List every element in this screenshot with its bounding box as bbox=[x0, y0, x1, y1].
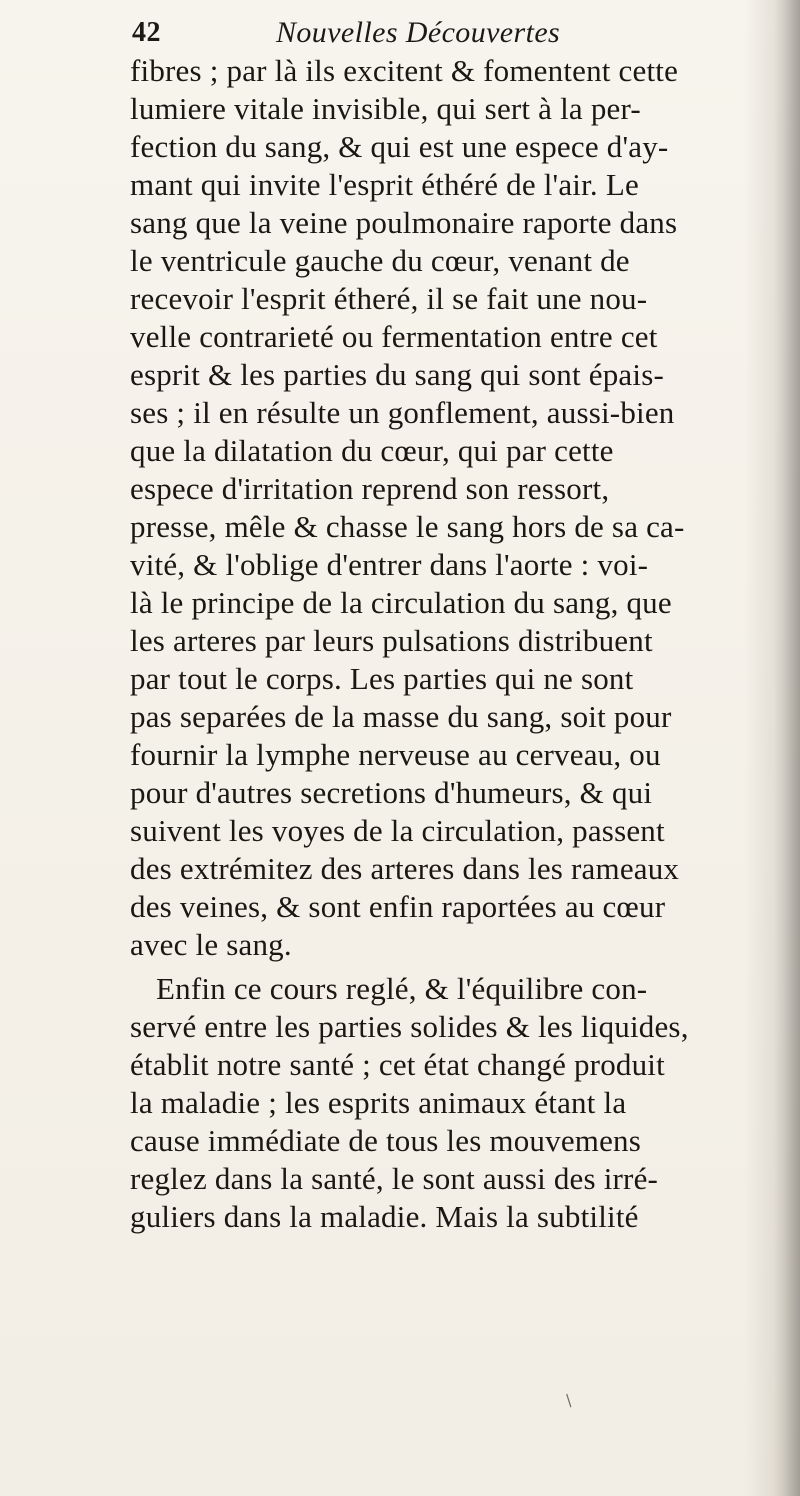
text-line: esprit & les parties du sang qui sont épais- bbox=[130, 357, 664, 392]
text-line: les arteres par leurs pulsations distribuent bbox=[130, 623, 653, 658]
text-line: servé entre les parties solides & les liquides, bbox=[130, 1009, 689, 1044]
paragraph-first-line: Enfin ce cours reglé, & l'équilibre con- bbox=[156, 971, 648, 1006]
text-line: pas separées de la masse du sang, soit pour bbox=[130, 699, 672, 734]
text-line: cause immédiate de tous les mouvemens bbox=[130, 1123, 642, 1158]
text-line: vité, & l'oblige d'entrer dans l'aorte : voi- bbox=[130, 547, 649, 582]
text-line: pour d'autres secretions d'humeurs, & qui bbox=[130, 775, 653, 810]
body-text bbox=[130, 52, 770, 1372]
text-line: velle contrarieté ou fermentation entre cet bbox=[130, 319, 658, 354]
text-line: ses ; il en résulte un gonflement, aussi-bien bbox=[130, 395, 675, 430]
text-line: sang que la veine poulmonaire raporte dans bbox=[130, 205, 678, 240]
page-edge-shadow bbox=[774, 0, 800, 1496]
text-line: avec le sang. bbox=[130, 927, 292, 962]
text-line: guliers dans la maladie. Mais la subtilité bbox=[130, 1199, 639, 1234]
text-line: suivent les voyes de la circulation, passent bbox=[130, 813, 665, 848]
text-line: que la dilatation du cœur, qui par cette bbox=[130, 433, 614, 468]
text-line: fournir la lymphe nerveuse au cerveau, ou bbox=[130, 737, 661, 772]
page-number: 42 bbox=[132, 17, 161, 48]
text-line: des veines, & sont enfin raportées au cœur bbox=[130, 889, 666, 924]
text-line: lumiere vitale invisible, qui sert à la per- bbox=[130, 91, 641, 126]
text-line: fibres ; par là ils excitent & fomentent cette bbox=[130, 53, 679, 88]
text-line: là le principe de la circulation du sang, que bbox=[130, 585, 672, 620]
ink-mark: / bbox=[560, 1390, 577, 1410]
text-line: reglez dans la santé, le sont aussi des irré- bbox=[130, 1161, 659, 1196]
text-line: par tout le corps. Les parties qui ne sont bbox=[130, 661, 634, 696]
text-line: établit notre santé ; cet état changé produit bbox=[130, 1047, 665, 1082]
text-line: recevoir l'esprit étheré, il se fait une nou- bbox=[130, 281, 648, 316]
text-line: la maladie ; les esprits animaux étant la bbox=[130, 1085, 627, 1120]
running-title: Nouvelles Découvertes bbox=[276, 16, 561, 49]
text-line: fection du sang, & qui est une espece d'ay- bbox=[130, 129, 669, 164]
text-line: espece d'irritation reprend son ressort, bbox=[130, 471, 610, 506]
text-line: le ventricule gauche du cœur, venant de bbox=[130, 243, 630, 278]
text-line: des extrémitez des arteres dans les rameaux bbox=[130, 851, 680, 886]
text-line: presse, mêle & chasse le sang hors de sa ca- bbox=[130, 509, 685, 544]
text-line: mant qui invite l'esprit éthéré de l'air. Le bbox=[130, 167, 639, 202]
